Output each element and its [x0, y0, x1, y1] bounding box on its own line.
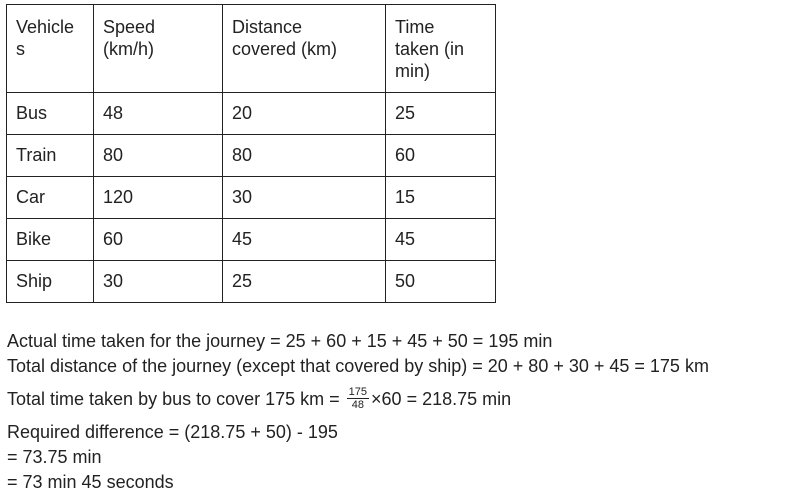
- table-cell: 80: [223, 135, 386, 177]
- table-row: [7, 135, 496, 177]
- solution-line-result-seconds: = 73 min 45 seconds: [7, 472, 174, 492]
- table-row: [7, 177, 496, 219]
- table-row: [7, 93, 496, 135]
- table-cell: 120: [94, 177, 223, 219]
- header-time: Time taken (in min): [386, 5, 496, 93]
- table-cell: 25: [223, 261, 386, 303]
- table-cell: Bus: [7, 93, 94, 135]
- table-cell: 25: [386, 93, 496, 135]
- table-cell: 45: [223, 219, 386, 261]
- solution-line-result-minutes: = 73.75 min: [7, 447, 102, 467]
- fraction-denominator: 48: [351, 398, 364, 411]
- fraction: [347, 386, 369, 411]
- table-cell: 60: [94, 219, 223, 261]
- solution-line-required-difference: Required difference = (218.75 + 50) - 195: [7, 422, 338, 442]
- fraction-numerator: 175: [348, 385, 368, 398]
- table-cell: 60: [386, 135, 496, 177]
- table-row: [7, 261, 496, 303]
- table-cell: Train: [7, 135, 94, 177]
- table-cell: Bike: [7, 219, 94, 261]
- solution-line-bus-time: [7, 381, 709, 417]
- table-cell: Car: [7, 177, 94, 219]
- table-header-row: [7, 5, 496, 93]
- header-speed: Speed (km/h): [94, 5, 223, 93]
- table-cell: 50: [386, 261, 496, 303]
- table-cell: Ship: [7, 261, 94, 303]
- header-distance: Distance covered (km): [223, 5, 386, 93]
- table-cell: 30: [223, 177, 386, 219]
- table-cell: 45: [386, 219, 496, 261]
- table-cell: 20: [223, 93, 386, 135]
- solution-line-total-distance: Total distance of the journey (except that covered by ship) = 20 + 80 + 30 + 45 = 175 km: [7, 356, 709, 376]
- table-cell: 48: [94, 93, 223, 135]
- header-vehicles: Vehicle s: [7, 5, 94, 93]
- table-cell: 80: [94, 135, 223, 177]
- vehicle-data-table: [6, 4, 496, 303]
- solution-text: [7, 329, 709, 495]
- table-cell: 30: [94, 261, 223, 303]
- table-row: [7, 219, 496, 261]
- bus-time-prefix: Total time taken by bus to cover 175 km =: [7, 389, 345, 409]
- solution-line-actual-time: Actual time taken for the journey = 25 + 60 + 15 + 45 + 50 = 195 min: [7, 331, 553, 351]
- bus-time-suffix: ×60 = 218.75 min: [371, 389, 512, 409]
- table-cell: 15: [386, 177, 496, 219]
